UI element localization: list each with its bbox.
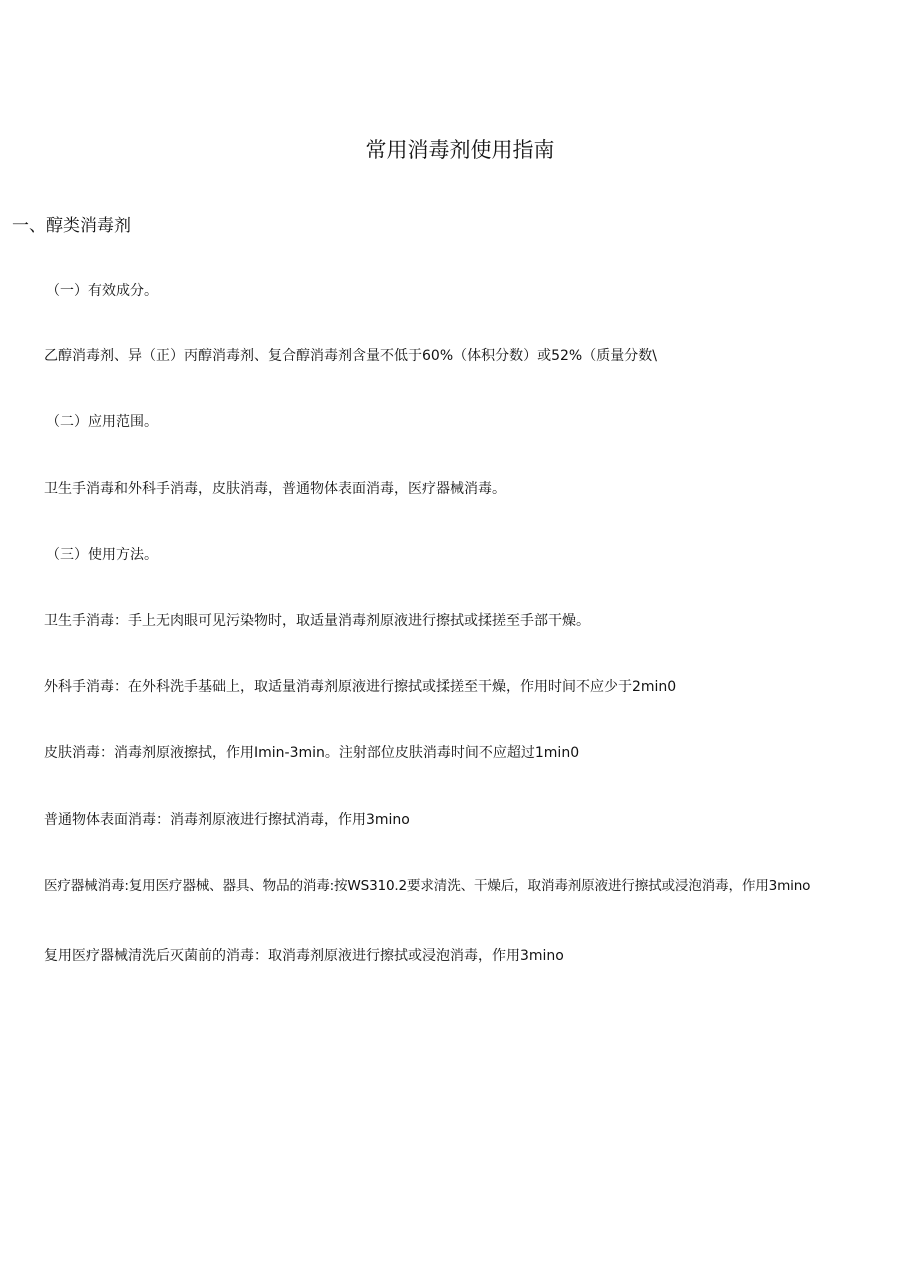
paragraph-surface-disinfection: 普通物体表面消毒：消毒剂原液进行擦拭消毒，作用3mino — [44, 812, 410, 828]
subsection-heading-application-scope: （二）应用范围。 — [46, 414, 158, 430]
section-heading-alcohol-disinfectants: 一、醇类消毒剂 — [12, 216, 131, 236]
paragraph-pre-sterilization-disinfection: 复用医疗器械清洗后灭菌前的消毒：取消毒剂原液进行擦拭或浸泡消毒，作用3mino — [44, 948, 564, 964]
document-title: 常用消毒剂使用指南 — [365, 138, 555, 162]
paragraph-skin-disinfection: 皮肤消毒：消毒剂原液擦拭，作用Imin-3min。注射部位皮肤消毒时间不应超过1min0 — [44, 745, 580, 761]
paragraph-application-scope: 卫生手消毒和外科手消毒，皮肤消毒，普通物体表面消毒，医疗器械消毒。 — [44, 481, 506, 497]
paragraph-active-ingredients: 乙醇消毒剂、异（正）丙醇消毒剂、复合醇消毒剂含量不低于60%（体积分数）或52%（质量分数\ — [44, 348, 657, 364]
paragraph-hand-disinfection: 卫生手消毒：手上无肉眼可见污染物时，取适量消毒剂原液进行擦拭或揉搓至手部干燥。 — [44, 613, 590, 629]
paragraph-surgical-hand-disinfection: 外科手消毒：在外科洗手基础上，取适量消毒剂原液进行擦拭或揉搓至干燥，作用时间不应少于2min0 — [44, 679, 677, 695]
subsection-heading-active-ingredients: （一）有效成分。 — [46, 283, 158, 299]
subsection-heading-usage-method: （三）使用方法。 — [46, 547, 158, 563]
paragraph-medical-device-disinfection: 医疗器械消毒:复用医疗器械、器具、物品的消毒:按WS310.2要求清洗、干燥后，取消毒剂原液进行擦拭或浸泡消毒，作用3mino — [44, 878, 811, 894]
